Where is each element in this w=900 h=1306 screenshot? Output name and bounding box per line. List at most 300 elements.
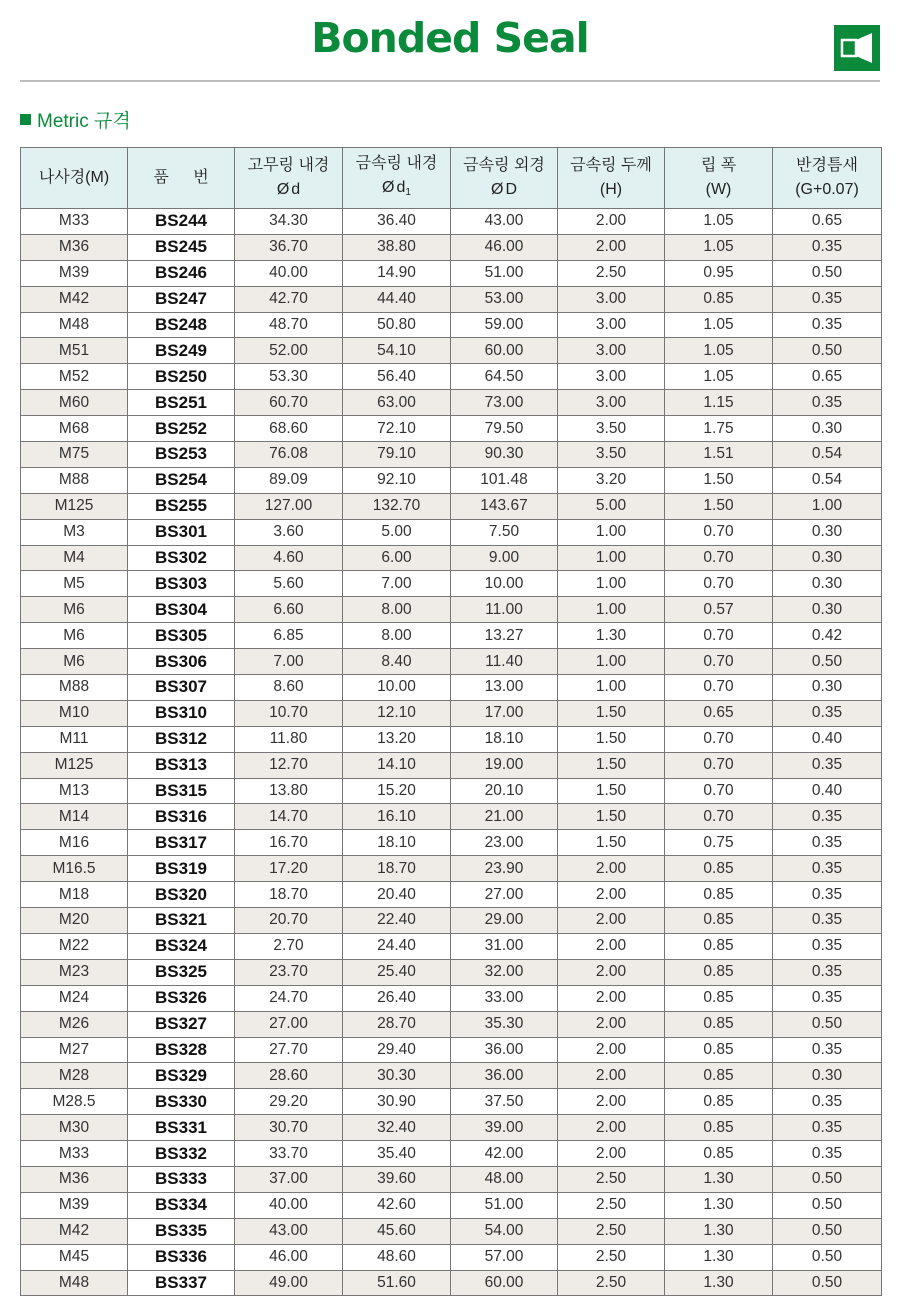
radial-clearance-cell: 0.35 [773,1115,882,1141]
metal-thickness-cell: 1.50 [558,804,665,830]
metal-outer-dia-cell: 39.00 [451,1115,558,1141]
thread-size-cell: M60 [21,390,128,416]
radial-clearance-cell: 0.35 [773,1141,882,1167]
metal-inner-dia-cell: 25.40 [343,959,451,985]
header-radial-clearance [773,148,882,209]
radial-clearance-cell: 0.54 [773,442,882,468]
metal-thickness-cell: 3.00 [558,338,665,364]
table-row [21,390,882,416]
metal-inner-dia-cell: 22.40 [343,908,451,934]
lip-width-cell: 0.70 [665,623,773,649]
metal-outer-dia-cell: 11.00 [451,597,558,623]
metal-outer-dia-cell: 32.00 [451,959,558,985]
part-number-cell: BS321 [128,908,235,934]
radial-clearance-cell: 0.50 [773,1218,882,1244]
radial-clearance-cell: 0.35 [773,286,882,312]
table-body [21,209,882,1296]
thread-size-cell: M48 [21,1270,128,1296]
metal-outer-dia-cell: 21.00 [451,804,558,830]
lip-width-cell: 1.50 [665,467,773,493]
lip-width-cell: 1.05 [665,338,773,364]
part-number-cell: BS332 [128,1141,235,1167]
header-label: 금속링 내경 [355,154,438,172]
radial-clearance-cell: 0.35 [773,908,882,934]
part-number-cell: BS249 [128,338,235,364]
thread-size-cell: M88 [21,467,128,493]
thread-size-cell: M33 [21,209,128,235]
rubber-inner-dia-cell: 34.30 [235,209,343,235]
lip-width-cell: 1.30 [665,1166,773,1192]
thread-size-cell: M10 [21,700,128,726]
thread-size-cell: M26 [21,1011,128,1037]
thread-size-cell: M3 [21,519,128,545]
metal-thickness-cell: 5.00 [558,493,665,519]
header-subscript: 1 [405,186,411,198]
radial-clearance-cell: 0.50 [773,1270,882,1296]
lip-width-cell: 0.95 [665,260,773,286]
header-rubber-inner-dia [235,148,343,209]
metal-outer-dia-cell: 53.00 [451,286,558,312]
part-number-cell: BS255 [128,493,235,519]
metal-inner-dia-cell: 18.10 [343,830,451,856]
part-number-cell: BS336 [128,1244,235,1270]
part-number-cell: BS301 [128,519,235,545]
table-row [21,675,882,701]
rubber-inner-dia-cell: 127.00 [235,493,343,519]
metal-inner-dia-cell: 50.80 [343,312,451,338]
radial-clearance-cell: 0.30 [773,545,882,571]
metal-inner-dia-cell: 18.70 [343,856,451,882]
table-row [21,467,882,493]
metal-outer-dia-cell: 73.00 [451,390,558,416]
thread-size-cell: M39 [21,1192,128,1218]
rubber-inner-dia-cell: 10.70 [235,700,343,726]
table-row [21,908,882,934]
metal-inner-dia-cell: 5.00 [343,519,451,545]
metal-thickness-cell: 1.00 [558,649,665,675]
metal-outer-dia-cell: 19.00 [451,752,558,778]
radial-clearance-cell: 0.42 [773,623,882,649]
rubber-inner-dia-cell: 11.80 [235,726,343,752]
metal-outer-dia-cell: 54.00 [451,1218,558,1244]
rubber-inner-dia-cell: 12.70 [235,752,343,778]
table-row [21,1270,882,1296]
header-label: 금속링 두께 [570,157,652,174]
part-number-cell: BS326 [128,985,235,1011]
part-number-cell: BS325 [128,959,235,985]
thread-size-cell: M20 [21,908,128,934]
radial-clearance-cell: 0.35 [773,933,882,959]
part-number-cell: BS328 [128,1037,235,1063]
rubber-inner-dia-cell: 89.09 [235,467,343,493]
rubber-inner-dia-cell: 27.00 [235,1011,343,1037]
rubber-inner-dia-cell: 36.70 [235,234,343,260]
thread-size-cell: M36 [21,234,128,260]
radial-clearance-cell: 0.65 [773,209,882,235]
metal-thickness-cell: 2.00 [558,1089,665,1115]
table-row [21,882,882,908]
metal-thickness-cell: 2.50 [558,1166,665,1192]
metal-inner-dia-cell: 36.40 [343,209,451,235]
metal-thickness-cell: 1.00 [558,675,665,701]
part-number-cell: BS246 [128,260,235,286]
metal-thickness-cell: 1.00 [558,545,665,571]
metal-thickness-cell: 2.00 [558,209,665,235]
metal-thickness-cell: 2.00 [558,1063,665,1089]
metal-inner-dia-cell: 44.40 [343,286,451,312]
thread-size-cell: M11 [21,726,128,752]
metal-thickness-cell: 2.00 [558,985,665,1011]
metal-inner-dia-cell: 6.00 [343,545,451,571]
header-symbol-letter: d [396,178,406,196]
radial-clearance-cell: 0.35 [773,234,882,260]
square-bullet-icon [20,114,31,125]
metal-inner-dia-cell: 32.40 [343,1115,451,1141]
metal-inner-dia-cell: 35.40 [343,1141,451,1167]
metal-inner-dia-cell: 8.40 [343,649,451,675]
rubber-inner-dia-cell: 5.60 [235,571,343,597]
header-label: 반경틈새 [796,157,858,174]
table-row [21,1218,882,1244]
header-symbol-letter: d [291,181,301,198]
metal-thickness-cell: 1.50 [558,830,665,856]
metal-thickness-cell: 1.30 [558,623,665,649]
metal-inner-dia-cell: 12.10 [343,700,451,726]
metal-thickness-cell: 2.50 [558,1192,665,1218]
table-row [21,752,882,778]
table-row [21,260,882,286]
radial-clearance-cell: 0.35 [773,882,882,908]
metal-thickness-cell: 2.00 [558,856,665,882]
rubber-inner-dia-cell: 18.70 [235,882,343,908]
metal-thickness-cell: 1.00 [558,519,665,545]
rubber-inner-dia-cell: 7.00 [235,649,343,675]
rubber-inner-dia-cell: 29.20 [235,1089,343,1115]
part-number-cell: BS244 [128,209,235,235]
radial-clearance-cell: 0.35 [773,312,882,338]
metal-inner-dia-cell: 10.00 [343,675,451,701]
metal-outer-dia-cell: 31.00 [451,933,558,959]
metal-inner-dia-cell: 51.60 [343,1270,451,1296]
lip-width-cell: 0.85 [665,286,773,312]
part-number-cell: BS324 [128,933,235,959]
rubber-inner-dia-cell: 48.70 [235,312,343,338]
table-row [21,1115,882,1141]
rubber-inner-dia-cell: 6.60 [235,597,343,623]
speaker-box-icon [834,25,880,71]
lip-width-cell: 1.05 [665,209,773,235]
metal-outer-dia-cell: 20.10 [451,778,558,804]
lip-width-cell: 0.70 [665,675,773,701]
title-divider [20,80,880,82]
thread-size-cell: M6 [21,623,128,649]
metal-thickness-cell: 1.00 [558,571,665,597]
part-number-cell: BS315 [128,778,235,804]
thread-size-cell: M68 [21,416,128,442]
metal-inner-dia-cell: 45.60 [343,1218,451,1244]
lip-width-cell: 0.70 [665,752,773,778]
radial-clearance-cell: 0.40 [773,726,882,752]
thread-size-cell: M39 [21,260,128,286]
thread-size-cell: M14 [21,804,128,830]
metal-inner-dia-cell: 24.40 [343,933,451,959]
part-number-cell: BS306 [128,649,235,675]
metal-inner-dia-cell: 14.10 [343,752,451,778]
metal-outer-dia-cell: 79.50 [451,416,558,442]
part-number-cell: BS252 [128,416,235,442]
lip-width-cell: 0.65 [665,700,773,726]
metal-thickness-cell: 3.00 [558,390,665,416]
lip-width-cell: 0.75 [665,830,773,856]
part-number-cell: BS310 [128,700,235,726]
lip-width-cell: 0.85 [665,1141,773,1167]
thread-size-cell: M18 [21,882,128,908]
header-unit: (W) [705,181,732,198]
part-number-cell: BS334 [128,1192,235,1218]
metal-outer-dia-cell: 37.50 [451,1089,558,1115]
table-row [21,234,882,260]
rubber-inner-dia-cell: 4.60 [235,545,343,571]
part-number-cell: BS333 [128,1166,235,1192]
thread-size-cell: M6 [21,597,128,623]
metal-outer-dia-cell: 46.00 [451,234,558,260]
table-row [21,1192,882,1218]
rubber-inner-dia-cell: 30.70 [235,1115,343,1141]
metal-outer-dia-cell: 18.10 [451,726,558,752]
lip-width-cell: 0.85 [665,1115,773,1141]
lip-width-cell: 0.85 [665,933,773,959]
radial-clearance-cell: 0.35 [773,1089,882,1115]
metal-outer-dia-cell: 143.67 [451,493,558,519]
diameter-symbol: Ø [490,181,504,198]
metal-outer-dia-cell: 60.00 [451,1270,558,1296]
thread-size-cell: M6 [21,649,128,675]
radial-clearance-cell: 0.35 [773,959,882,985]
metal-thickness-cell: 1.00 [558,597,665,623]
metal-thickness-cell: 3.50 [558,442,665,468]
header-metal-thickness [558,148,665,209]
thread-size-cell: M28 [21,1063,128,1089]
thread-size-cell: M23 [21,959,128,985]
radial-clearance-cell: 0.35 [773,752,882,778]
part-number-cell: BS313 [128,752,235,778]
header-label: 금속링 외경 [463,157,545,174]
table-row [21,1089,882,1115]
table-row [21,804,882,830]
lip-width-cell: 1.30 [665,1244,773,1270]
thread-size-cell: M5 [21,571,128,597]
part-number-cell: BS247 [128,286,235,312]
metal-outer-dia-cell: 64.50 [451,364,558,390]
header-label: 고무링 내경 [247,157,330,174]
lip-width-cell: 1.75 [665,416,773,442]
metal-thickness-cell: 2.00 [558,234,665,260]
header-thread-size [21,148,128,209]
metal-outer-dia-cell: 42.00 [451,1141,558,1167]
metal-thickness-cell: 1.50 [558,778,665,804]
metal-thickness-cell: 1.50 [558,726,665,752]
lip-width-cell: 0.70 [665,571,773,597]
part-number-cell: BS251 [128,390,235,416]
radial-clearance-cell: 0.30 [773,519,882,545]
metal-outer-dia-cell: 35.30 [451,1011,558,1037]
header-lip-width [665,148,773,209]
table-row [21,364,882,390]
metal-inner-dia-cell: 72.10 [343,416,451,442]
table-row [21,1141,882,1167]
metal-outer-dia-cell: 60.00 [451,338,558,364]
thread-size-cell: M22 [21,933,128,959]
rubber-inner-dia-cell: 28.60 [235,1063,343,1089]
table-row [21,338,882,364]
rubber-inner-dia-cell: 53.30 [235,364,343,390]
rubber-inner-dia-cell: 27.70 [235,1037,343,1063]
table-row [21,571,882,597]
metal-thickness-cell: 3.20 [558,467,665,493]
lip-width-cell: 1.30 [665,1218,773,1244]
metal-outer-dia-cell: 101.48 [451,467,558,493]
lip-width-cell: 0.70 [665,778,773,804]
rubber-inner-dia-cell: 40.00 [235,260,343,286]
table-row [21,856,882,882]
header-symbol [235,178,342,202]
thread-size-cell: M13 [21,778,128,804]
lip-width-cell: 1.05 [665,312,773,338]
metal-outer-dia-cell: 48.00 [451,1166,558,1192]
rubber-inner-dia-cell: 46.00 [235,1244,343,1270]
radial-clearance-cell: 0.54 [773,467,882,493]
lip-width-cell: 0.70 [665,545,773,571]
metal-outer-dia-cell: 57.00 [451,1244,558,1270]
part-number-cell: BS330 [128,1089,235,1115]
radial-clearance-cell: 0.30 [773,597,882,623]
radial-clearance-cell: 0.50 [773,1192,882,1218]
metal-thickness-cell: 2.50 [558,1244,665,1270]
rubber-inner-dia-cell: 2.70 [235,933,343,959]
rubber-inner-dia-cell: 8.60 [235,675,343,701]
rubber-inner-dia-cell: 3.60 [235,519,343,545]
radial-clearance-cell: 0.50 [773,1011,882,1037]
lip-width-cell: 1.51 [665,442,773,468]
radial-clearance-cell: 0.35 [773,985,882,1011]
radial-clearance-cell: 0.50 [773,1166,882,1192]
lip-width-cell: 0.70 [665,804,773,830]
radial-clearance-cell: 0.35 [773,390,882,416]
metal-inner-dia-cell: 8.00 [343,597,451,623]
rubber-inner-dia-cell: 33.70 [235,1141,343,1167]
metal-inner-dia-cell: 16.10 [343,804,451,830]
thread-size-cell: M51 [21,338,128,364]
metal-thickness-cell: 3.00 [558,364,665,390]
lip-width-cell: 0.70 [665,726,773,752]
radial-clearance-cell: 0.50 [773,338,882,364]
part-number-cell: BS254 [128,467,235,493]
table-row [21,493,882,519]
metal-thickness-cell: 2.00 [558,1115,665,1141]
table-row [21,286,882,312]
metal-outer-dia-cell: 51.00 [451,260,558,286]
radial-clearance-cell: 0.40 [773,778,882,804]
header-part-number [128,148,235,209]
metal-thickness-cell: 1.50 [558,752,665,778]
rubber-inner-dia-cell: 13.80 [235,778,343,804]
section-label: Metric 규격 [37,110,131,132]
table-row [21,959,882,985]
section-heading [20,104,131,134]
metal-outer-dia-cell: 36.00 [451,1063,558,1089]
rubber-inner-dia-cell: 6.85 [235,623,343,649]
thread-size-cell: M125 [21,493,128,519]
table-row [21,312,882,338]
metal-outer-dia-cell: 23.00 [451,830,558,856]
diameter-symbol: Ø [276,181,290,198]
metal-outer-dia-cell: 10.00 [451,571,558,597]
table-row [21,416,882,442]
header-unit: (H) [599,181,623,198]
part-number-cell: BS337 [128,1270,235,1296]
metal-inner-dia-cell: 56.40 [343,364,451,390]
part-number-cell: BS317 [128,830,235,856]
rubber-inner-dia-cell: 52.00 [235,338,343,364]
thread-size-cell: M28.5 [21,1089,128,1115]
thread-size-cell: M45 [21,1244,128,1270]
thread-size-cell: M33 [21,1141,128,1167]
metal-thickness-cell: 2.50 [558,1270,665,1296]
radial-clearance-cell: 0.35 [773,856,882,882]
header-metal-outer-dia [451,148,558,209]
part-number-cell: BS250 [128,364,235,390]
metal-thickness-cell: 3.00 [558,286,665,312]
table-row [21,597,882,623]
table-row [21,700,882,726]
rubber-inner-dia-cell: 60.70 [235,390,343,416]
metal-inner-dia-cell: 14.90 [343,260,451,286]
rubber-inner-dia-cell: 17.20 [235,856,343,882]
metal-inner-dia-cell: 28.70 [343,1011,451,1037]
part-number-cell: BS307 [128,675,235,701]
table-row [21,545,882,571]
thread-size-cell: M4 [21,545,128,571]
rubber-inner-dia-cell: 20.70 [235,908,343,934]
part-number-cell: BS304 [128,597,235,623]
lip-width-cell: 0.85 [665,1063,773,1089]
part-number-cell: BS312 [128,726,235,752]
metal-inner-dia-cell: 54.10 [343,338,451,364]
thread-size-cell: M42 [21,286,128,312]
lip-width-cell: 1.15 [665,390,773,416]
part-number-cell: BS316 [128,804,235,830]
part-number-cell: BS331 [128,1115,235,1141]
table-row [21,1063,882,1089]
thread-size-cell: M42 [21,1218,128,1244]
metal-outer-dia-cell: 17.00 [451,700,558,726]
metal-inner-dia-cell: 38.80 [343,234,451,260]
metal-inner-dia-cell: 79.10 [343,442,451,468]
radial-clearance-cell: 1.00 [773,493,882,519]
metal-inner-dia-cell: 29.40 [343,1037,451,1063]
lip-width-cell: 1.30 [665,1270,773,1296]
radial-clearance-cell: 0.35 [773,804,882,830]
lip-width-cell: 0.85 [665,1011,773,1037]
metal-outer-dia-cell: 7.50 [451,519,558,545]
table-row [21,830,882,856]
metal-thickness-cell: 2.00 [558,959,665,985]
thread-size-cell: M52 [21,364,128,390]
thread-size-cell: M16 [21,830,128,856]
thread-size-cell: M16.5 [21,856,128,882]
radial-clearance-cell: 0.30 [773,571,882,597]
metal-thickness-cell: 2.00 [558,1011,665,1037]
